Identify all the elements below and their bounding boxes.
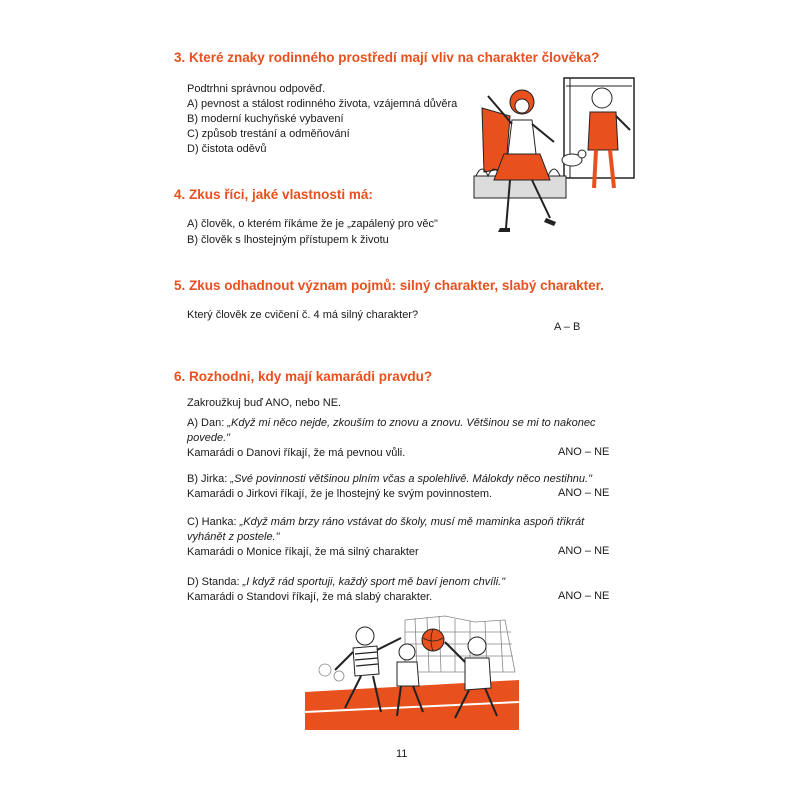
section-3-title: 3. Které znaky rodinného prostředí mají vliv na charakter člověka? [174,50,600,65]
section-3-option-d: D) čistota oděvů [187,143,267,155]
section-3-option-b: B) moderní kuchyňské vybavení [187,113,344,125]
item-a-answer: ANO – NE [558,446,610,458]
item-a-label: A) Dan: [187,417,228,429]
page-number: 11 [396,748,408,760]
section-4-option-a: A) člověk, o kterém říkáme že je „zapálený pro věc" [187,218,438,230]
item-b-quote: „Své povinnosti většinou plním včas a spolehlivě. Málokdy něco nestihnu." [230,473,593,485]
family-scene-illustration [470,68,640,240]
section-5-answer: A – B [554,321,581,333]
item-a-quote-line2: povede." [187,432,231,444]
item-b-quote-line1 [187,472,592,486]
section-3-option-c: C) způsob trestání a odměňování [187,128,350,140]
item-b-answer: ANO – NE [558,487,610,499]
section-4-title: 4. Zkus říci, jaké vlastnosti má: [174,187,373,202]
section-5-title: 5. Zkus odhadnout význam pojmů: silný charakter, slabý charakter. [174,278,604,293]
item-d-label: D) Standa: [187,576,243,588]
section-4-option-b: B) člověk s lhostejným přístupem k životu [187,234,389,246]
section-6-title: 6. Rozhodni, kdy mají kamarádi pravdu? [174,369,433,384]
item-c-quote: „Když mám brzy ráno vstávat do školy, musí mě maminka aspoň třikrát [239,516,585,528]
item-c-quote-line1 [187,515,584,529]
section-6-instruction: Zakroužkuj buď ANO, nebo NE. [187,397,342,409]
section-5-question: Který člověk ze cvičení č. 4 má silný charakter? [187,309,419,321]
item-c-statement: Kamarádi o Monice říkají, že má silný charakter [187,546,419,558]
item-c-label: C) Hanka: [187,516,240,528]
item-d-quote-line1 [187,575,505,589]
item-b-label: B) Jirka: [187,473,231,485]
item-a-quote: „Když mi něco nejde, zkouším to znovu a znovu. Většinou se mi to nakonec [227,417,596,429]
item-d-statement: Kamarádi o Standovi říkají, že má slabý charakter. [187,591,433,603]
item-b-statement: Kamarádi o Jirkovi říkají, že je lhostejný ke svým povinnostem. [187,488,493,500]
boys-playing-ball-illustration [305,612,519,730]
item-a-statement: Kamarádi o Danovi říkají, že má pevnou vůli. [187,447,406,459]
item-d-answer: ANO – NE [558,590,610,602]
item-d-quote: „I když rád sportuji, každý sport mě baví jenom chvíli." [242,576,506,588]
section-3-option-a: A) pevnost a stálost rodinného života, vzájemná důvěra [187,98,458,110]
item-c-answer: ANO – NE [558,545,610,557]
section-3-instruction: Podtrhni správnou odpověď. [187,83,326,95]
item-c-quote-line2: vyhánět z postele." [187,531,280,543]
item-a-quote-line1 [187,416,595,430]
